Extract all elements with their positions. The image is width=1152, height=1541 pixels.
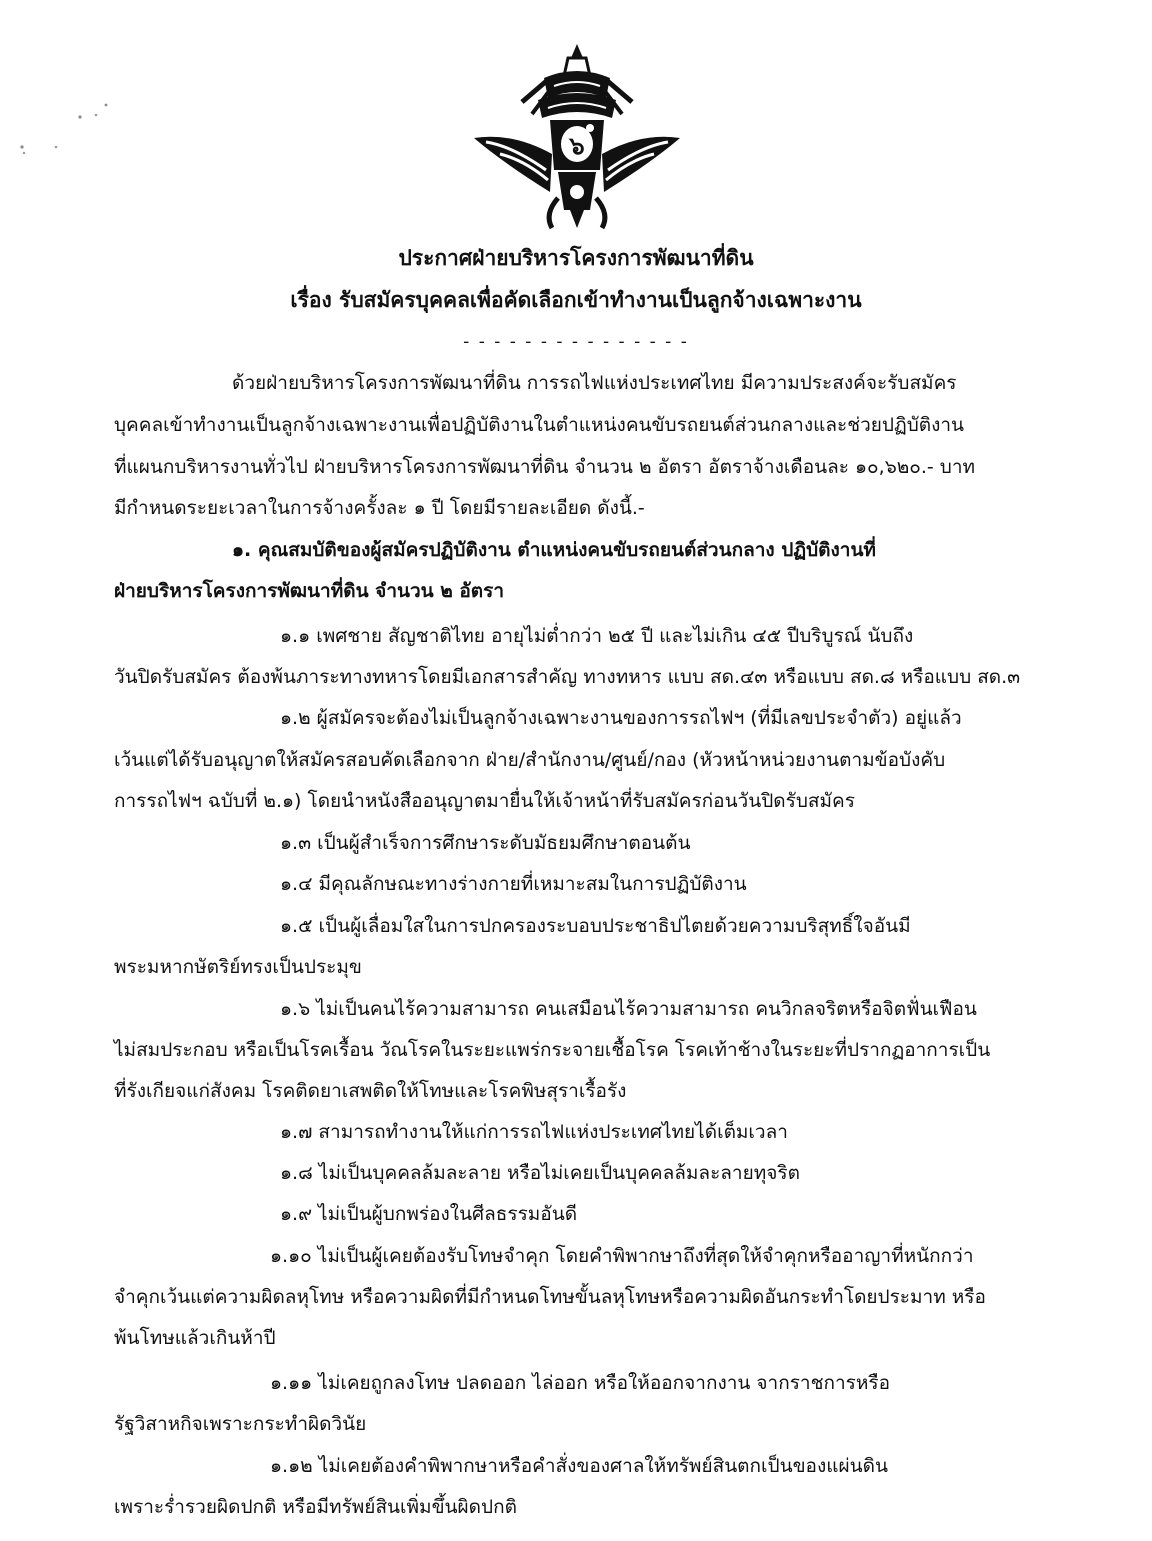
list-item: ๑.๙ ไม่เป็นผู้บกพร่องในศีลธรรมอันดี [280,1203,578,1225]
list-item: การรถไฟฯ ฉบับที่ ๒.๑) โดยนำหนังสืออนุญาตมายื่นให้เจ้าหน้าที่รับสมัครก่อนวันปิดรับสมัคร [114,790,855,812]
section-heading: ฝ่ายบริหารโครงการพัฒนาที่ดิน จำนวน ๒ อัตรา [114,580,505,602]
list-item: ๑.๑๑ ไม่เคยถูกลงโทษ ปลดออก ไล่ออก หรือให้ออกจากงาน จากราชการหรือ [270,1372,891,1394]
list-item: จำคุกเว้นแต่ความผิดลหุโทษ หรือความผิดที่มีกำหนดโทษขั้นลหุโทษหรือความผิดอันกระทำโดยประมาท หรือ [114,1286,986,1308]
announcement-subject: เรื่อง รับสมัครบุคคลเพื่อคัดเลือกเข้าทำงานเป็นลูกจ้างเฉพาะงาน [290,288,862,312]
announcement-title: ประกาศฝ่ายบริหารโครงการพัฒนาที่ดิน [398,246,754,270]
intro-line: มีกำหนดระยะเวลาในการจ้างครั้งละ ๑ ปี โดยมีรายละเอียด ดังนี้.- [114,497,645,519]
list-item: วันปิดรับสมัคร ต้องพ้นภาระทางทหารโดยมีเอกสารสำคัญ ทางทหาร แบบ สด.๔๓ หรือแบบ สด.๘ หรือแบบ สด.๓ [114,666,1021,688]
list-item: ๑.๑๒ ไม่เคยต้องคำพิพากษาหรือคำสั่งของศาลให้ทรัพย์สินตกเป็นของแผ่นดิน [270,1455,888,1477]
list-item: ๑.๑ เพศชาย สัญชาติไทย อายุไม่ต่ำกว่า ๒๕ ปี และไม่เกิน ๔๕ ปีบริบูรณ์ นับถึง [280,625,914,647]
list-item: รัฐวิสาหกิจเพราะกระทำผิดวินัย [114,1413,367,1435]
list-item: ๑.๑๐ ไม่เป็นผู้เคยต้องรับโทษจำคุก โดยคำพิพากษาถึงที่สุดให้จำคุกหรืออาญาที่หนักกว่า [270,1245,974,1267]
list-item: เว้นแต่ได้รับอนุญาตให้สมัครสอบคัดเลือกจาก ฝ่าย/สำนักงาน/ศูนย์/กอง (หัวหน้าหน่วยงานตามข้อบังคับ [114,749,946,771]
list-item: ๑.๒ ผู้สมัครจะต้องไม่เป็นลูกจ้างเฉพาะงานของการรถไฟฯ (ที่มีเลขประจำตัว) อยู่แล้ว [280,707,962,729]
list-item: ๑.๔ มีคุณลักษณะทางร่างกายที่เหมาะสมในการปฏิบัติงาน [280,873,747,895]
railway-emblem-icon [472,42,682,232]
scan-specks [10,95,130,165]
intro-line: บุคคลเข้าทำงานเป็นลูกจ้างเฉพาะงานเพื่อปฏิบัติงานในตำแหน่งคนขับรถยนต์ส่วนกลางและช่วยปฏิบัติงาน [114,414,965,436]
intro-line: ที่แผนกบริหารงานทั่วไป ฝ่ายบริหารโครงการพัฒนาที่ดิน จำนวน ๒ อัตรา อัตราจ้างเดือนละ ๑๐,๖๒๐.- บาท [114,456,976,478]
intro-line: ด้วยฝ่ายบริหารโครงการพัฒนาที่ดิน การรถไฟแห่งประเทศไทย มีความประสงค์จะรับสมัคร [232,372,957,394]
list-item: ๑.๗ สามารถทำงานให้แก่การรถไฟแห่งประเทศไทยได้เต็มเวลา [280,1121,788,1143]
list-item: เพราะร่ำรวยผิดปกติ หรือมีทรัพย์สินเพิ่มขึ้นผิดปกติ [114,1496,517,1518]
list-item: ๑.๕ เป็นผู้เลื่อมใสในการปกครองระบอบประชาธิปไตยด้วยความบริสุทธิ์ใจอันมี [280,915,911,937]
svg-text:๖: ๖ [569,132,585,160]
list-item: พระมหากษัตริย์ทรงเป็นประมุข [114,956,362,978]
title-divider: - - - - - - - - - - - - - - - [463,332,689,352]
list-item: ๑.๓ เป็นผู้สำเร็จการศึกษาระดับมัธยมศึกษาตอนต้น [280,832,691,854]
list-item: ที่รังเกียจแก่สังคม โรคติดยาเสพติดให้โทษและโรคพิษสุราเรื้อรัง [114,1080,627,1102]
list-item: ๑.๖ ไม่เป็นคนไร้ความสามารถ คนเสมือนไร้ความสามารถ คนวิกลจริตหรือจิตฟั่นเฟือน [280,998,977,1020]
list-item: พ้นโทษแล้วเกินห้าปี [114,1327,276,1349]
list-item: ไม่สมประกอบ หรือเป็นโรคเรื้อน วัณโรคในระยะแพร่กระจายเชื้อโรค โรคเท้าช้างในระยะที่ปรากฏอาการเป็น [114,1039,991,1061]
section-heading: ๑. คุณสมบัติของผู้สมัครปฏิบัติงาน ตำแหน่งคนขับรถยนต์ส่วนกลาง ปฏิบัติงานที่ [232,539,876,561]
list-item: ๑.๘ ไม่เป็นบุคคลล้มละลาย หรือไม่เคยเป็นบุคคลล้มละลายทุจริต [280,1162,800,1184]
